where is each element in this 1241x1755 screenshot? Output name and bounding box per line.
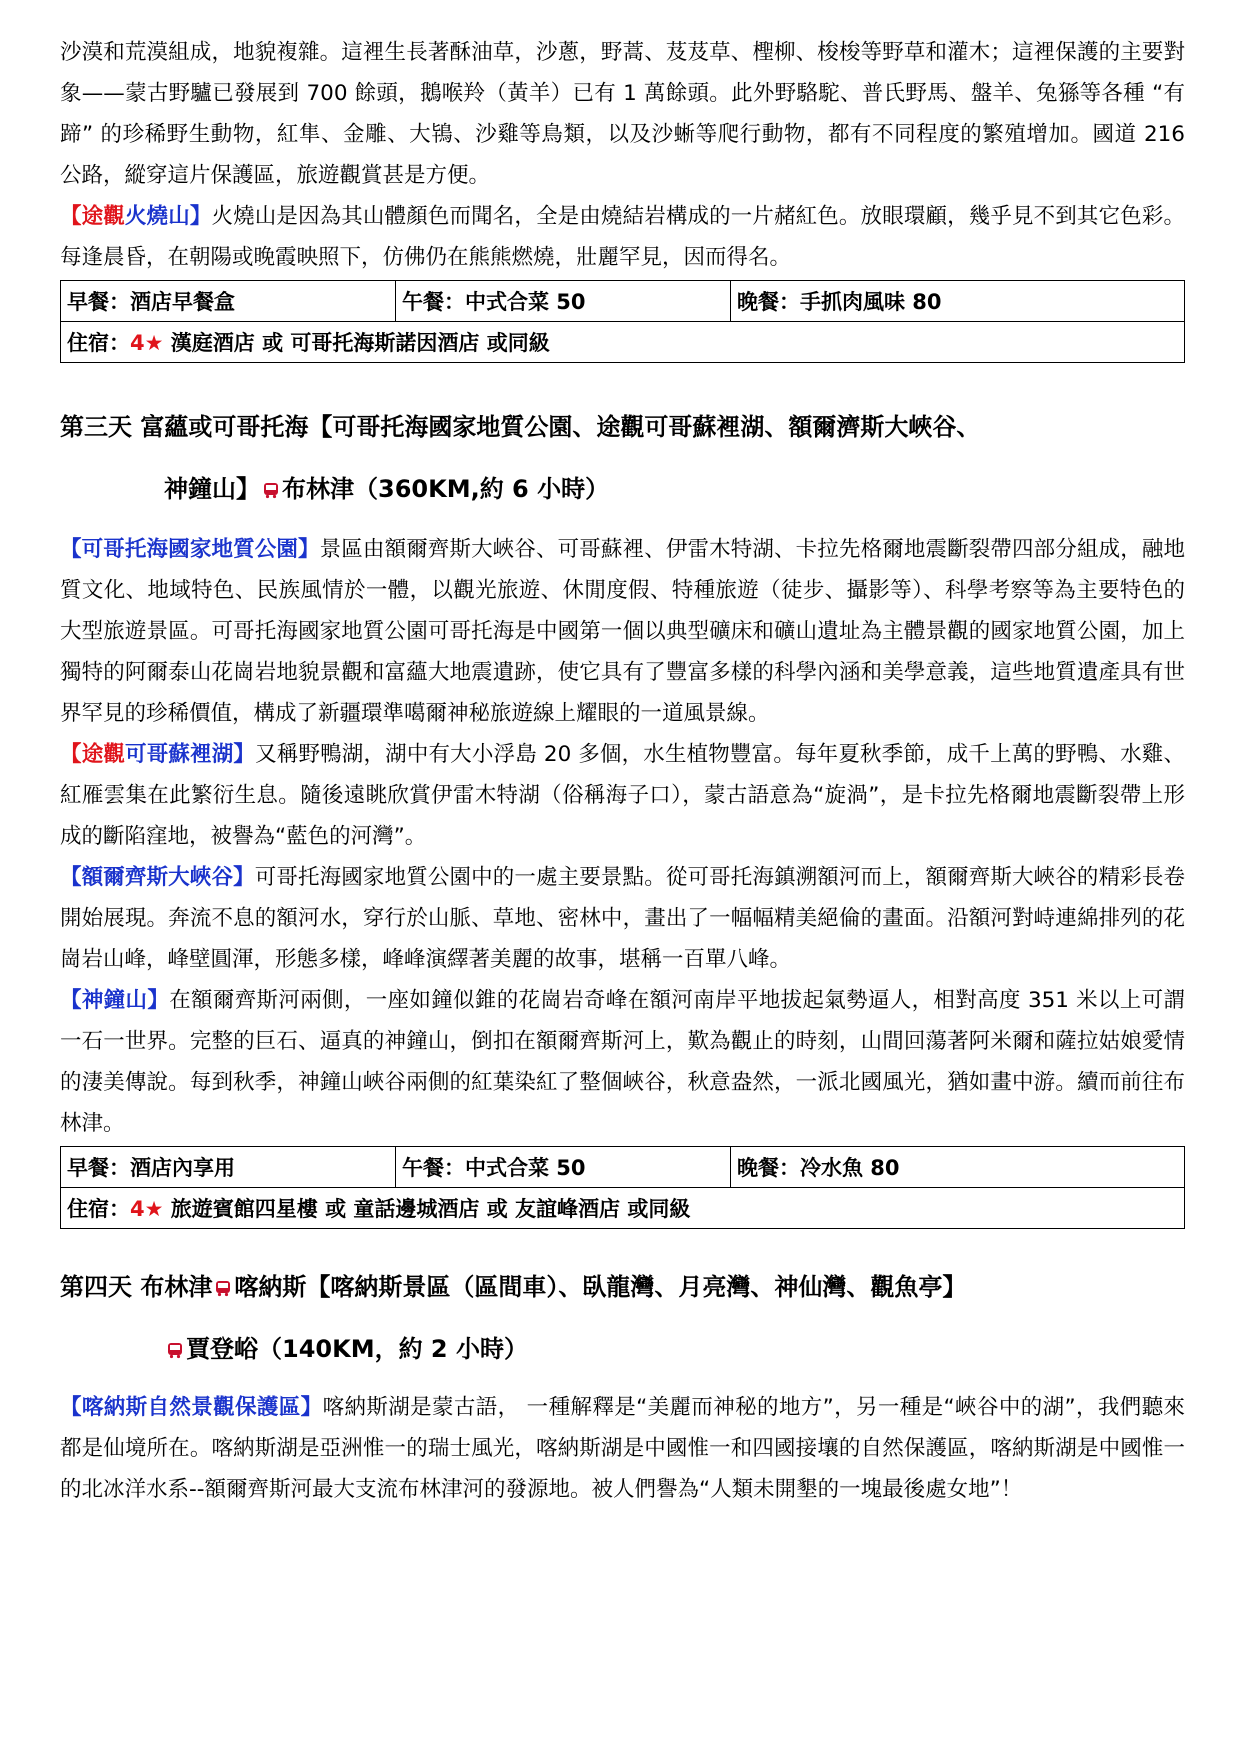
bus-icon xyxy=(166,1341,184,1359)
breakfast-cell: 早餐：酒店早餐盒 xyxy=(61,281,396,322)
day3-title: 第三天 富蘊或可哥托海【可哥托海國家地質公園、途觀可哥蘇裡湖、額爾濟斯大峽谷、 xyxy=(60,413,981,441)
attraction-text: 景區由額爾齊斯大峽谷、可哥蘇裡、伊雷木特湖、卡拉先格爾地震斷裂帶四部分組成，融地質文化、地域特色、民族風情於一體，以觀光旅遊、休閒度假、特種旅遊（徒步、攝影等）、科學考察等為主要特色的大型旅遊景區。可哥托海國家地質公園可哥托海是中國第一個以典型礦床和礦山遺址為主體景觀的國家地質公園，加上獨特的阿爾泰山花崗岩地貌景觀和富蘊大地震遺跡，使它具有了豐富多樣的科學內涵和美學意義，這些地質遺產具有世界罕見的珍稀價值，構成了新疆環準噶爾神秘旅遊線上耀眼的一道風景線。 xyxy=(60,537,1185,726)
attraction-name: 【可哥托海國家地質公園】 xyxy=(60,537,320,562)
geopark-paragraph xyxy=(60,529,1185,734)
stay-label: 住宿： xyxy=(67,331,130,355)
attraction-text: 又稱野鴨湖，湖中有大小浮島 20 多個，水生植物豐富。每年夏秋季節，成千上萬的野鴨、水雞、紅雁雲集在此繁衍生息。隨後遠眺欣賞伊雷木特湖（俗稱海子口），蒙古語意為“旋渦”，是卡拉先格爾地震斷裂帶上形成的斷陷窪地，被譽為“藍色的河灣”。 xyxy=(60,742,1185,849)
attraction-text: 火燒山是因為其山體顏色而聞名，全是由燒結岩構成的一片赭紅色。放眼環顧，幾乎見不到其它色彩。每逢晨昏，在朝陽或晚霞映照下，仿佛仍在熊熊燃燒，壯麗罕見，因而得名。 xyxy=(60,204,1185,270)
star-rating: 4★ xyxy=(130,1197,164,1221)
shenzhong-paragraph xyxy=(60,980,1185,1144)
huoshaoshan-paragraph xyxy=(60,196,1185,278)
tour-tag: 途觀 xyxy=(81,742,126,767)
bracket-open: 【 xyxy=(60,204,82,229)
dinner-cell: 晚餐：冷水魚 80 xyxy=(731,1147,1185,1188)
day4-route: 喀納斯【喀納斯景區（區間車）、臥龍灣、月亮灣、神仙灣、觀魚亭】 xyxy=(234,1273,967,1301)
stay-label: 住宿： xyxy=(67,1197,130,1221)
attraction-name: 可哥蘇裡湖】 xyxy=(125,742,256,767)
kekesuli-paragraph xyxy=(60,734,1185,857)
breakfast-cell: 早餐：酒店內享用 xyxy=(61,1147,396,1188)
itinerary-page xyxy=(60,32,1185,1510)
meal-table-day3 xyxy=(60,1146,1185,1229)
hotel-names: 漢庭酒店 或 可哥托海斯諾因酒店 或同級 xyxy=(163,331,550,355)
attraction-name: 【喀納斯自然景觀保護區】 xyxy=(60,1395,323,1420)
hotel-names: 旅遊賓館四星樓 或 童話邊城酒店 或 友誼峰酒店 或同級 xyxy=(163,1197,691,1221)
day3-title-line2 xyxy=(60,467,1185,511)
accommodation-cell xyxy=(61,1188,1185,1229)
dinner-cell: 晚餐：手抓肉風味 80 xyxy=(731,281,1185,322)
day4-title xyxy=(60,1265,1185,1309)
star-rating: 4★ xyxy=(130,331,164,355)
day3-dest-b: 布林津（360KM,約 6 小時） xyxy=(282,475,610,503)
accommodation-cell xyxy=(61,322,1185,363)
tour-tag: 途觀 xyxy=(81,204,125,229)
attraction-name: 火燒山】 xyxy=(124,204,212,229)
day4-dest: 賈登峪（140KM，約 2 小時） xyxy=(186,1335,528,1363)
attraction-name: 【神鐘山】 xyxy=(60,988,170,1013)
attraction-text: 可哥托海國家地質公園中的一處主要景點。從可哥托海鎮溯額河而上，額爾齊斯大峽谷的精彩長卷開始展現。奔流不息的額河水，穿行於山脈、草地、密林中，畫出了一幅幅精美絕倫的畫面。沿額河對峙連綿排列的花崗岩山峰，峰壁圓渾，形態多樣，峰峰演繹著美麗的故事，堪稱一百單八峰。 xyxy=(60,865,1185,972)
day4-origin: 第四天 布林津 xyxy=(60,1273,213,1301)
meal-table-day2 xyxy=(60,280,1185,363)
lunch-cell: 午餐：中式合菜 50 xyxy=(396,281,731,322)
attraction-text: 在額爾齊斯河兩側，一座如鐘似錐的花崗岩奇峰在額河南岸平地拔起氣勢逼人，相對高度 351 米以上可謂一石一世界。完整的巨石、逼真的神鐘山，倒扣在額爾齊斯河上，歎為觀止的時刻，山間回蕩著阿米爾和薩拉姑娘愛情的淒美傳說。每到秋季，神鐘山峽谷兩側的紅葉染紅了整個峽谷，秋意盎然，一派北國風光，猶如畫中游。續而前往布林津。 xyxy=(60,988,1185,1136)
attraction-text: 喀納斯湖是蒙古語， 一種解釋是“美麗而神秘的地方”，另一種是“峽谷中的湖”，我們聽來都是仙境所在。喀納斯湖是亞洲惟一的瑞士風光，喀納斯湖是中國惟一和四國接壤的自然保護區，喀納斯湖是中國惟一的北冰洋水系--額爾齊斯河最大支流布林津河的發源地。被人們譽為“人類未開墾的一塊最後處女地”！ xyxy=(60,1395,1185,1502)
canyon-paragraph xyxy=(60,857,1185,980)
day4-title-line2 xyxy=(60,1327,1185,1371)
bracket-open: 【 xyxy=(60,742,82,767)
day3-dest-a: 神鐘山】 xyxy=(164,475,260,503)
intro-paragraph: 沙漠和荒漠組成，地貌複雜。這裡生長著酥油草，沙蔥，野蒿、芨芨草、檉柳、梭梭等野草和灌木；這裡保護的主要對象——蒙古野驢已發展到 700 餘頭，鵝喉羚（黃羊）已有 1 萬餘頭。此外野駱駝、普氏野馬、盤羊、兔猻等各種 “有蹄” 的珍稀野生動物，紅隼、金雕、大鴇、沙雞等鳥類，以及沙蜥等爬行動物，都有不同程度的繁殖增加。國道 216 公路，縱穿這片保護區，旅遊觀賞甚是方便。 xyxy=(60,40,1185,188)
bus-icon xyxy=(214,1279,232,1297)
kanas-paragraph xyxy=(60,1387,1185,1510)
lunch-cell: 午餐：中式合菜 50 xyxy=(396,1147,731,1188)
bus-icon xyxy=(262,481,280,499)
attraction-name: 【額爾齊斯大峽谷】 xyxy=(60,865,255,890)
